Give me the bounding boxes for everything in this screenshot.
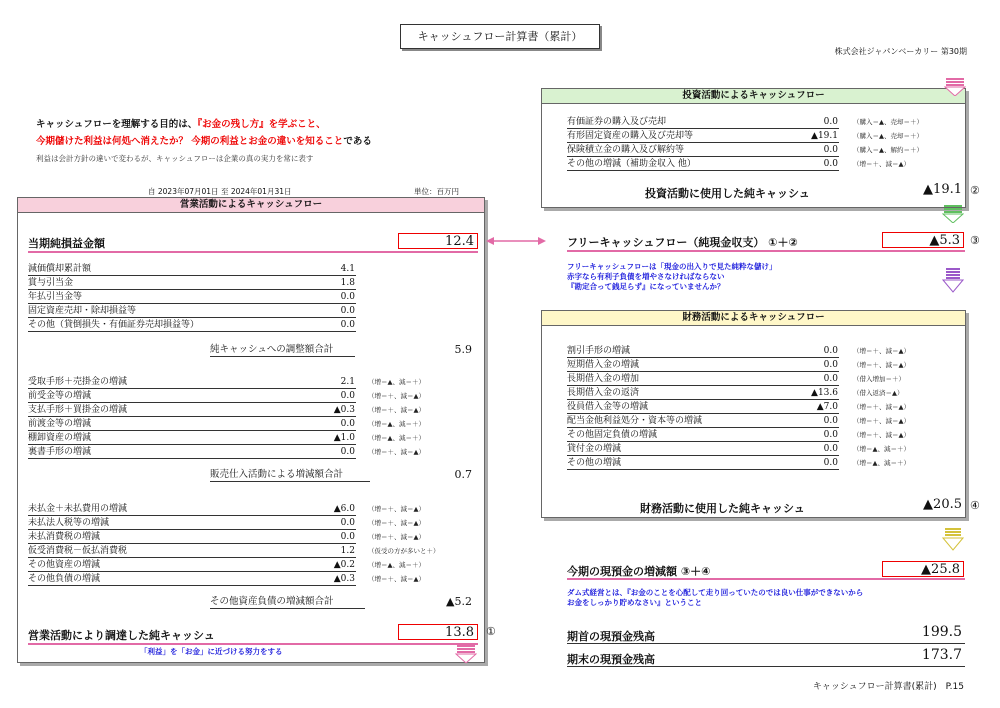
trade-total-value: 0.7 (454, 468, 472, 481)
other-item-note: （増＝＋、減＝▲） (368, 533, 425, 541)
financing-panel (541, 310, 966, 518)
trade-item-label: 前渡金等の増減 (28, 419, 92, 429)
purpose-line-3: 利益は会計方針の違いで変わるが、キャッシュフローは企業の真の実力を常に表す (36, 154, 314, 163)
purpose-line-1-red: 『お金の残し方』を学ぶこと、 (197, 119, 326, 130)
end-balance-label: 期末の現預金残高 (567, 653, 655, 666)
adjust-item-underline (28, 303, 356, 304)
investing-item-value: 0.0 (823, 145, 838, 155)
investing-net-label: 投資活動に使用した純キャッシュ (645, 187, 810, 200)
other-item-row (28, 573, 448, 586)
financing-item-note: （増＝＋、減＝▲） (853, 431, 910, 439)
investing-header: 投資活動によるキャッシュフロー (542, 89, 965, 104)
investing-item-note: （購入＝▲、解約＝＋） (853, 146, 923, 154)
financing-item-row (567, 401, 957, 414)
financing-item-note: （借入増加＝＋） (853, 375, 905, 383)
trade-item-row (28, 432, 448, 445)
trade-item-note: （増＝▲、減＝＋） (368, 420, 425, 428)
financing-item-label: 割引手形の増減 (567, 346, 631, 356)
investing-item-note: （購入＝▲、売却＝＋） (853, 118, 923, 126)
financing-item-value: ▲13.6 (811, 388, 838, 398)
adjust-item-underline (28, 275, 356, 276)
adjust-item-value: 1.8 (340, 278, 355, 288)
cash-change-note-2: お金をしっかり貯めなさい』ということ (567, 598, 702, 607)
financing-item-label: その他の増減 (567, 458, 622, 468)
document-title: キャッシュフロー計算書（累計） (400, 24, 600, 49)
financing-item-value: 0.0 (823, 444, 838, 454)
financing-item-row (567, 457, 957, 470)
unit: 単位：百万円 (414, 187, 459, 196)
financing-item-value: 0.0 (823, 374, 838, 384)
trade-item-note: （増＝＋、減＝▲） (368, 448, 425, 456)
adjust-item-row (28, 319, 358, 332)
trade-item-value: 0.0 (340, 419, 355, 429)
other-total (210, 595, 480, 609)
trade-item-value: ▲0.3 (333, 405, 355, 415)
free-cf-value: ▲5.3 (882, 232, 964, 248)
trade-item-label: 支払手形＋買掛金の増減 (28, 405, 128, 415)
free-cf-note-3: 『勘定合って銭足らず』になっていませんか？ (567, 282, 725, 291)
financing-header: 財務活動によるキャッシュフロー (542, 311, 965, 326)
trade-item-row (28, 404, 448, 417)
financing-item-row (567, 345, 957, 358)
investing-item-value: 0.0 (823, 117, 838, 127)
other-item-row (28, 559, 448, 572)
investing-item-label: 保険積立金の購入及び解約等 (567, 145, 685, 155)
other-total-label: その他資産負債の増減額合計 (210, 596, 334, 607)
trade-item-underline (28, 444, 356, 445)
other-item-underline (28, 557, 356, 558)
adjust-total (210, 343, 480, 357)
page-footer: キャッシュフロー計算書(累計) P.15 (812, 682, 964, 692)
cash-change-note-1: ダム式経営とは、『お金のことを心配して走り回っていたのでは良い仕事ができないから (567, 588, 864, 597)
financing-down-arrow-icon (942, 528, 964, 552)
free-cf-marker: ③ (970, 234, 980, 247)
net-income-label: 当期純損益金額 (28, 237, 105, 250)
financing-item-value: 0.0 (823, 346, 838, 356)
trade-item-note: （増＝▲、減＝＋） (368, 434, 425, 442)
adjust-item-row (28, 305, 358, 318)
financing-item-note: （借入返済＝▲） (853, 389, 904, 397)
trade-item-underline (28, 430, 356, 431)
investing-item-row (567, 116, 957, 129)
other-item-note: （増＝＋、減＝▲） (368, 519, 425, 527)
investing-item-row (567, 144, 957, 157)
purpose-line-2-suffix: である (343, 136, 372, 147)
other-item-label: 未払法人税等の増減 (28, 518, 110, 528)
begin-balance-value: 199.5 (921, 624, 962, 640)
trade-total-underline (210, 481, 370, 482)
adjust-item-label: 年払引当金等 (28, 292, 83, 302)
operating-header: 営業活動によるキャッシュフロー (18, 198, 484, 213)
adjust-item-row (28, 263, 358, 276)
adjust-item-label: 減価償却累計額 (28, 264, 92, 274)
trade-item-value: 2.1 (340, 377, 355, 387)
financing-item-value: ▲7.0 (816, 402, 838, 412)
trade-total-label: 販売仕入活動による増減額合計 (210, 469, 344, 480)
other-item-underline (28, 543, 356, 544)
adjust-item-value: 0.0 (340, 320, 355, 330)
period: 自 2023年07月01日 至 2024年01月31日 (148, 187, 292, 196)
adjust-total-underline (210, 356, 355, 357)
other-item-row (28, 545, 448, 558)
other-item-underline (28, 515, 356, 516)
trade-item-row (28, 390, 448, 403)
operating-net-underline (28, 643, 478, 645)
other-item-underline (28, 571, 356, 572)
investing-down-arrow-icon (942, 205, 964, 223)
financing-net-marker: ④ (970, 499, 980, 512)
investing-item-note: （増＝＋、減＝▲） (853, 160, 910, 168)
other-item-value: 0.0 (340, 518, 355, 528)
trade-item-label: 裏書手形の増減 (28, 447, 92, 457)
other-total-underline (210, 608, 365, 609)
other-item-label: その他負債の増減 (28, 574, 101, 584)
trade-item-value: 0.0 (340, 447, 355, 457)
trade-item-underline (28, 402, 356, 403)
financing-item-row (567, 373, 957, 386)
cash-change-underline (567, 578, 965, 580)
adjust-item-label: その他（貸倒損失・有価証券売却損益等） (28, 320, 200, 330)
trade-item-row (28, 418, 448, 431)
financing-item-row (567, 387, 957, 400)
trade-item-underline (28, 388, 356, 389)
purpose-line-1 (36, 116, 326, 130)
investing-item-note: （購入＝▲、売却＝＋） (853, 132, 923, 140)
financing-item-value: 0.0 (823, 360, 838, 370)
free-cf-note-2: 赤字なら有利子負債を増やさなければならない (567, 272, 725, 281)
other-item-row (28, 531, 448, 544)
financing-item-value: 0.0 (823, 458, 838, 468)
adjust-total-label: 純キャッシュへの調整額合計 (210, 344, 334, 355)
purpose-line-1-prefix: キャッシュフローを理解する目的は、 (36, 119, 198, 130)
trade-item-underline (28, 458, 356, 459)
investing-net-marker: ② (970, 184, 980, 197)
adjust-item-underline (28, 317, 356, 318)
other-item-note: （仮受の方が多いと＋） (368, 547, 440, 555)
investing-item-value: ▲19.1 (811, 131, 838, 141)
operating-bottom-note: 「利益」を「お金」に近づける努力をする (140, 647, 283, 656)
financing-item-row (567, 443, 957, 456)
other-item-label: 未払金＋未払費用の増減 (28, 504, 128, 514)
financing-item-value: 0.0 (823, 430, 838, 440)
financing-item-note: （増＝▲、減＝＋） (853, 445, 910, 453)
net-income-underline (28, 251, 478, 253)
trade-total (210, 468, 480, 482)
financing-item-label: 役員借入金等の増減 (567, 402, 649, 412)
adjust-item-underline (28, 289, 356, 290)
investing-net-value: ▲19.1 (923, 182, 962, 197)
investing-item-row (567, 158, 957, 171)
purpose-line-2-red: 今期儲けた利益は何処へ消えたか？ 今期の利益とお金の違いを知ること (36, 136, 344, 147)
investing-item-label: 有形固定資産の購入及び売却等 (567, 131, 694, 141)
trade-item-note: （増＝＋、減＝▲） (368, 406, 425, 414)
trade-item-label: 棚卸資産の増減 (28, 433, 92, 443)
financing-item-row (567, 415, 957, 428)
financing-item-label: 配当金他利益処分・資本等の増減 (567, 416, 703, 426)
other-item-value: ▲0.3 (333, 574, 355, 584)
other-total-value: ▲5.2 (446, 595, 472, 608)
financing-item-label: その他固定負債の増減 (567, 430, 658, 440)
other-item-label: 仮受消費税－仮払消費税 (28, 546, 128, 556)
adjust-item-value: 4.1 (340, 264, 355, 274)
adjust-item-label: 賞与引当金 (28, 278, 74, 288)
financing-item-note: （増＝＋、減＝▲） (853, 361, 910, 369)
investing-item-label: その他の増減（補助金収入 他） (567, 159, 696, 169)
company-name: 株式会社ジャパンベーカリー 第30期 (834, 47, 967, 56)
financing-item-note: （増＝＋、減＝▲） (853, 347, 910, 355)
financing-item-label: 貸付金の増減 (567, 444, 622, 454)
other-item-underline (28, 529, 356, 530)
cash-change-value: ▲25.8 (882, 561, 964, 577)
adjust-item-label: 固定資産売却・除却損益等 (28, 306, 137, 316)
free-cf-down-arrow-icon (942, 268, 964, 294)
investing-item-row (567, 130, 957, 143)
other-item-row (28, 503, 448, 516)
adjust-item-row (28, 277, 358, 290)
begin-balance-label: 期首の現預金残高 (567, 630, 655, 643)
financing-item-row (567, 429, 957, 442)
other-item-note: （増＝＋、減＝▲） (368, 505, 425, 513)
trade-item-label: 受取手形＋売掛金の増減 (28, 377, 128, 387)
investing-top-arrow-icon (944, 78, 966, 96)
trade-item-note: （増＝▲、減＝＋） (368, 378, 425, 386)
other-item-value: ▲6.0 (333, 504, 355, 514)
trade-item-value: ▲1.0 (333, 433, 355, 443)
net-income-value: 12.4 (398, 233, 478, 249)
financing-item-label: 長期借入金の増加 (567, 374, 640, 384)
other-item-label: 未払消費税の増減 (28, 532, 101, 542)
cash-change-label: 今期の現預金の増減額 ③＋④ (567, 565, 711, 578)
free-cf-note-1: フリーキャッシュフローは「現金の出入りで見た純粋な儲け」 (567, 262, 777, 271)
end-balance-value: 173.7 (921, 647, 962, 663)
adjust-item-value: 0.0 (340, 292, 355, 302)
other-item-label: その他資産の増減 (28, 560, 101, 570)
link-arrow-icon (486, 235, 546, 247)
other-item-value: 0.0 (340, 532, 355, 542)
trade-item-note: （増＝＋、減＝▲） (368, 392, 425, 400)
operating-net-label: 営業活動により調達した純キャッシュ (28, 629, 215, 642)
other-item-value: ▲0.2 (333, 560, 355, 570)
financing-item-note: （増＝▲、減＝＋） (853, 459, 910, 467)
free-cf-underline (567, 250, 965, 252)
end-balance-underline (567, 666, 965, 667)
trade-item-label: 前受金等の増減 (28, 391, 92, 401)
adjust-item-value: 0.0 (340, 306, 355, 316)
trade-item-row (28, 446, 448, 459)
trade-item-row (28, 376, 448, 389)
financing-item-label: 長期借入金の返済 (567, 388, 640, 398)
adjust-item-row (28, 291, 358, 304)
financing-net-label: 財務活動に使用した純キャッシュ (640, 502, 805, 515)
financing-item-note: （増＝＋、減＝▲） (853, 417, 910, 425)
begin-balance-underline (567, 643, 965, 644)
other-item-value: 1.2 (340, 546, 355, 556)
free-cf-label: フリーキャッシュフロー（純現金収支） ①＋② (567, 236, 798, 249)
trade-item-underline (28, 416, 356, 417)
investing-item-label: 有価証券の購入及び売却 (567, 117, 667, 127)
financing-item-row (567, 359, 957, 372)
adjust-total-value: 5.9 (454, 343, 472, 356)
financing-net-value: ▲20.5 (923, 497, 962, 512)
trade-item-value: 0.0 (340, 391, 355, 401)
financing-item-note: （増＝＋、減＝▲） (853, 403, 910, 411)
other-item-underline (28, 585, 356, 586)
operating-net-marker: ① (486, 625, 496, 638)
down-arrow-icon (455, 645, 477, 663)
other-item-note: （増＝＋、減＝▲） (368, 575, 425, 583)
operating-net-value: 13.8 (398, 624, 478, 640)
financing-item-label: 短期借入金の増減 (567, 360, 640, 370)
purpose-line-2 (36, 133, 372, 147)
other-item-note: （増＝▲、減＝＋） (368, 561, 425, 569)
financing-item-value: 0.0 (823, 416, 838, 426)
other-item-row (28, 517, 448, 530)
adjust-item-underline (28, 331, 356, 332)
investing-item-value: 0.0 (823, 159, 838, 169)
